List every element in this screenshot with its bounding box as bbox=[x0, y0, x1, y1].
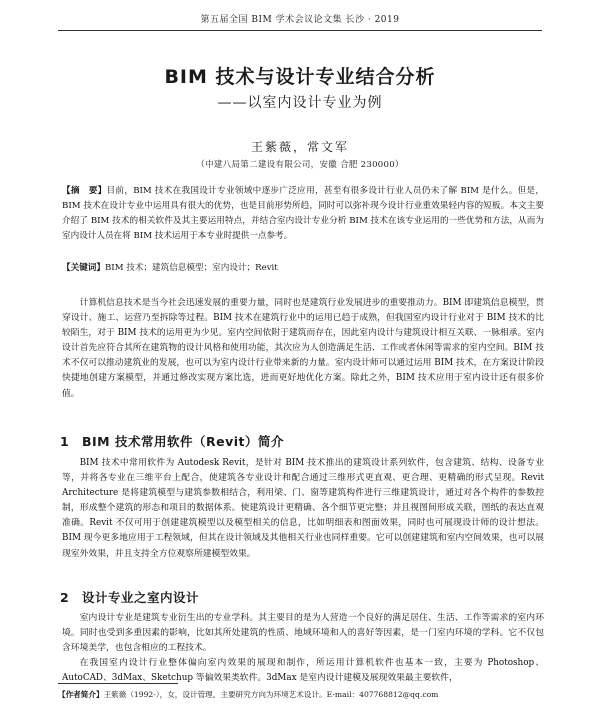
abstract-label: 【摘 要】 bbox=[62, 186, 107, 196]
paper-title: BIM 技术与设计专业结合分析 bbox=[164, 66, 436, 88]
keywords-text: BIM 技术；建筑信息模型；室内设计；Revit bbox=[104, 263, 278, 273]
keywords-label: 【关键词】 bbox=[62, 263, 105, 273]
section-1-paragraph: BIM 技术中常用软件为 Autodesk Revit，是针对 BIM 技术推出的建筑设计系列软件，包含建筑、结构、设备专业等，并将各专业在三维平台上配合，使建筑各专业设计和配合通过三维形式更直观、更合理、更精确的形式呈现。Revit Architecture 是将建筑模型与建筑参数相结合，利用梁、门、窗等建筑构件进行三维建筑设计，通过对各个构件的参数控制，形成整个建筑的形态和项目的数据体系。使建筑设计更精确、各个细节更完整；并且视图间形成关联，图纸的表达直观准确。Revit 不仅可用于创建建筑模型以及模型相关的信息，比如明细表和图面效果，同时也可展现设计师的设计想法。BIM 现今更多地应用于工程领域，但其在设计领域及其他相关行业也同样重要。它可以创建建筑和室内空间效果，也可以展现室外效果，并且支持全方位观察所建模型效果。 bbox=[62, 458, 544, 559]
intro-paragraph: 计算机信息技术是当今社会迅速发展的重要力量，同时也是建筑行业发展进步的重要推动力。BIM 即建筑信息模型，贯穿设计、施工、运营乃至拆除等过程。BIM 技术在建筑行业中的运用已趋于成熟，但我国室内设计行业对于 BIM 技术的比较陌生，对于 BIM 技术的运用更为少见。室内空间依附于建筑而存在，因此室内设计与建筑设计相互关联、一脉相承。室内设计首先应符合其所在建筑物的设计风格和使用功能，其次应为人创造满足生活、工作或者休闲等需求的室内空间。BIM 技术不仅可以推动建筑业的发展，也可以为室内设计行业带来新的力量。室内设计师可以通过运用 BIM 技术，在方案设计阶段快捷地创建方案模型，并通过修改实现方案比选，进而更好地优化方案。除此之外，BIM 技术应用于室内设计还有很多价值。 bbox=[62, 298, 544, 399]
section-1-heading bbox=[60, 432, 544, 450]
paper-subtitle: ——以室内设计专业为例 bbox=[217, 95, 383, 111]
affiliation: （中建八局第二建设有限公司，安徽 合肥 230000） bbox=[196, 160, 404, 170]
abstract bbox=[62, 184, 544, 244]
section-1-title: BIM 技术常用软件（Revit）简介 bbox=[82, 434, 284, 449]
section-2-heading bbox=[60, 588, 544, 606]
section-2-number: 2 bbox=[60, 590, 70, 605]
section-2-title: 设计专业之室内设计 bbox=[82, 590, 200, 605]
abstract-text: 目前，BIM 技术在我国设计专业领域中逐步广泛应用，甚至有很多设计行业人员仍未了解 BIM 是什么。但是，BIM 技术在设计专业中运用具有很大的优势，也是目前形势所趋，同时可以弥补现今设计行业重效果轻内容的短板。本文主要介绍了 BIM 技术的相关软件及其主要运用特点，并结合室内设计专业分析 BIM 技术在该专业运用的一些优势和方法，从而为室内设计人员在将 BIM 技术运用于本专业时提供一点参考。 bbox=[62, 186, 544, 241]
footnote-rule bbox=[58, 683, 178, 684]
footnote-label: 【作者简介】 bbox=[58, 690, 104, 699]
keywords bbox=[62, 261, 544, 275]
author-footnote bbox=[58, 689, 560, 700]
section-2-paragraph-1: 室内设计专业是建筑专业衍生出的专业学科。其主要目的是为人营造一个良好的满足居住、生活、工作等需求的室内环境。同时也受到多重因素的影响，比如其所处建筑的性质、地域环境和人的喜好等因素，是一门室内环境的学科。它不仅包含环境美学，也包含相应的工程技术。 bbox=[62, 613, 544, 654]
header-rule bbox=[58, 30, 542, 31]
section-2-paragraph-2: 在我国室内设计行业整体偏向室内效果的展现和制作，所运用计算机软件也基本一致，主要为 Photoshop、AutoCAD、3dMax、Sketchup 等偏效果类软件。3dMax 是室内设计建模及展现效果最主要软件， bbox=[62, 658, 544, 684]
section-1-number: 1 bbox=[60, 434, 70, 449]
running-head: 第五届全国 BIM 学术会议论文集 长沙 · 2019 bbox=[200, 15, 400, 25]
authors: 王紫薇，常文军 bbox=[250, 140, 349, 154]
footnote-text: 王紫薇（1992-），女，设计管理，主要研究方向为环境艺术设计。E-mail：407768812@qq.com bbox=[103, 690, 439, 699]
